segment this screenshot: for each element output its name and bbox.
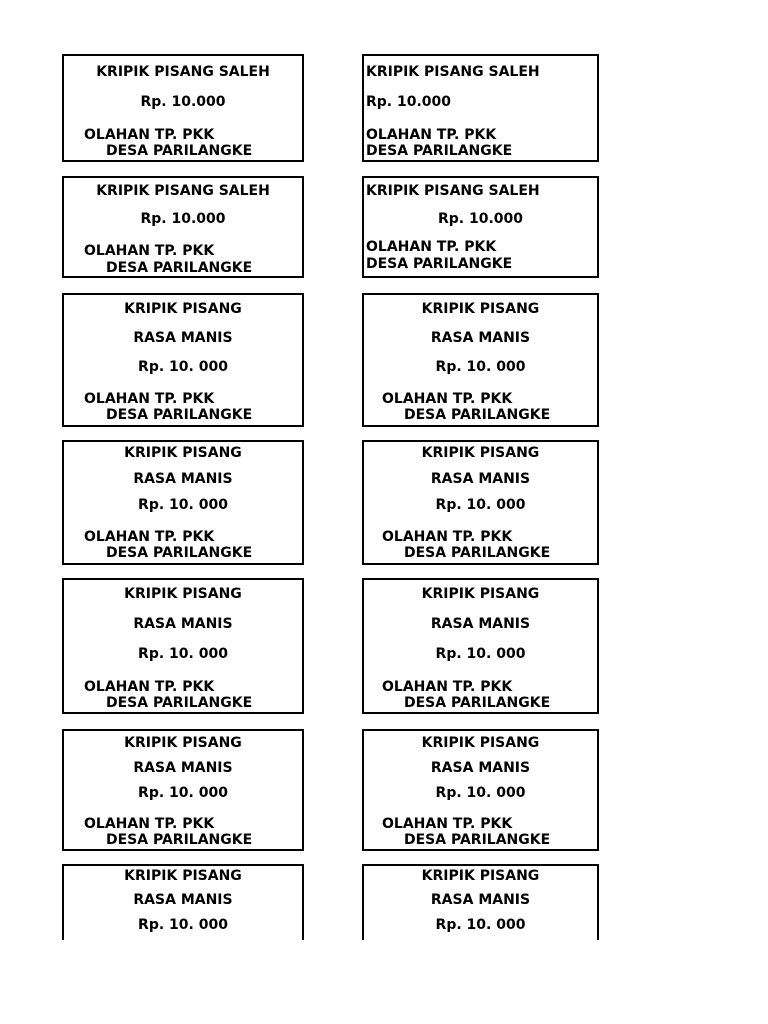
- village: DESA PARILANGKE: [106, 407, 253, 423]
- price-label: [362, 293, 599, 427]
- village: DESA PARILANGKE: [404, 695, 551, 711]
- maker: OLAHAN TP. PKK: [84, 529, 215, 545]
- price: Rp. 10. 000: [138, 785, 228, 801]
- price-label: [62, 54, 304, 162]
- price-label: [362, 54, 599, 162]
- price: Rp. 10. 000: [435, 785, 526, 801]
- price-label: [362, 729, 599, 851]
- product-name: KRIPIK PISANG: [421, 868, 540, 884]
- price: Rp. 10.000: [366, 94, 452, 110]
- village: DESA PARILANGKE: [404, 407, 551, 423]
- product-name: KRIPIK PISANG SALEH: [96, 183, 270, 199]
- maker: OLAHAN TP. PKK: [84, 243, 215, 259]
- price: Rp. 10. 000: [138, 497, 228, 513]
- village: DESA PARILANGKE: [106, 832, 253, 848]
- village: DESA PARILANGKE: [404, 545, 551, 561]
- price-label: [62, 293, 304, 427]
- price: Rp. 10. 000: [138, 646, 228, 662]
- price: Rp. 10. 000: [138, 359, 228, 375]
- price: Rp. 10. 000: [435, 646, 526, 662]
- product-name: KRIPIK PISANG: [421, 735, 540, 751]
- product-name: KRIPIK PISANG SALEH: [366, 183, 540, 199]
- village: DESA PARILANGKE: [366, 143, 513, 159]
- product-name: KRIPIK PISANG: [124, 445, 242, 461]
- flavor: RASA MANIS: [430, 616, 531, 632]
- flavor: RASA MANIS: [133, 892, 233, 908]
- price-label: [62, 176, 304, 278]
- maker: OLAHAN TP. PKK: [366, 127, 497, 143]
- village: DESA PARILANGKE: [404, 832, 551, 848]
- product-name: KRIPIK PISANG: [124, 301, 242, 317]
- price-label: [362, 176, 599, 278]
- product-name: KRIPIK PISANG: [124, 868, 242, 884]
- price-label: [62, 440, 304, 565]
- price: Rp. 10. 000: [435, 359, 526, 375]
- price-label: [62, 864, 304, 940]
- maker: OLAHAN TP. PKK: [382, 391, 513, 407]
- maker: OLAHAN TP. PKK: [84, 816, 215, 832]
- product-name: KRIPIK PISANG: [421, 445, 540, 461]
- maker: OLAHAN TP. PKK: [366, 239, 497, 255]
- product-name: KRIPIK PISANG: [421, 301, 540, 317]
- maker: OLAHAN TP. PKK: [382, 816, 513, 832]
- flavor: RASA MANIS: [430, 760, 531, 776]
- price-label: [362, 578, 599, 714]
- village: DESA PARILANGKE: [106, 695, 253, 711]
- maker: OLAHAN TP. PKK: [84, 391, 215, 407]
- price-label: [362, 864, 599, 940]
- village: DESA PARILANGKE: [106, 143, 253, 159]
- price: Rp. 10.000: [140, 211, 226, 227]
- flavor: RASA MANIS: [133, 471, 233, 487]
- maker: OLAHAN TP. PKK: [382, 529, 513, 545]
- maker: OLAHAN TP. PKK: [84, 127, 215, 143]
- product-name: KRIPIK PISANG SALEH: [366, 64, 540, 80]
- flavor: RASA MANIS: [430, 471, 531, 487]
- price-label: [62, 729, 304, 851]
- price-label: [62, 578, 304, 714]
- price: Rp. 10. 000: [435, 917, 526, 933]
- flavor: RASA MANIS: [133, 616, 233, 632]
- flavor: RASA MANIS: [133, 330, 233, 346]
- product-name: KRIPIK PISANG: [124, 735, 242, 751]
- maker: OLAHAN TP. PKK: [382, 679, 513, 695]
- village: DESA PARILANGKE: [366, 256, 513, 272]
- price-label: [362, 440, 599, 565]
- flavor: RASA MANIS: [430, 330, 531, 346]
- price: Rp. 10. 000: [138, 917, 228, 933]
- flavor: RASA MANIS: [133, 760, 233, 776]
- village: DESA PARILANGKE: [106, 260, 253, 276]
- price: Rp. 10. 000: [435, 497, 526, 513]
- maker: OLAHAN TP. PKK: [84, 679, 215, 695]
- village: DESA PARILANGKE: [106, 545, 253, 561]
- price: Rp. 10.000: [140, 94, 226, 110]
- product-name: KRIPIK PISANG: [124, 586, 242, 602]
- product-name: KRIPIK PISANG SALEH: [96, 64, 270, 80]
- flavor: RASA MANIS: [430, 892, 531, 908]
- price: Rp. 10.000: [437, 211, 524, 227]
- product-name: KRIPIK PISANG: [421, 586, 540, 602]
